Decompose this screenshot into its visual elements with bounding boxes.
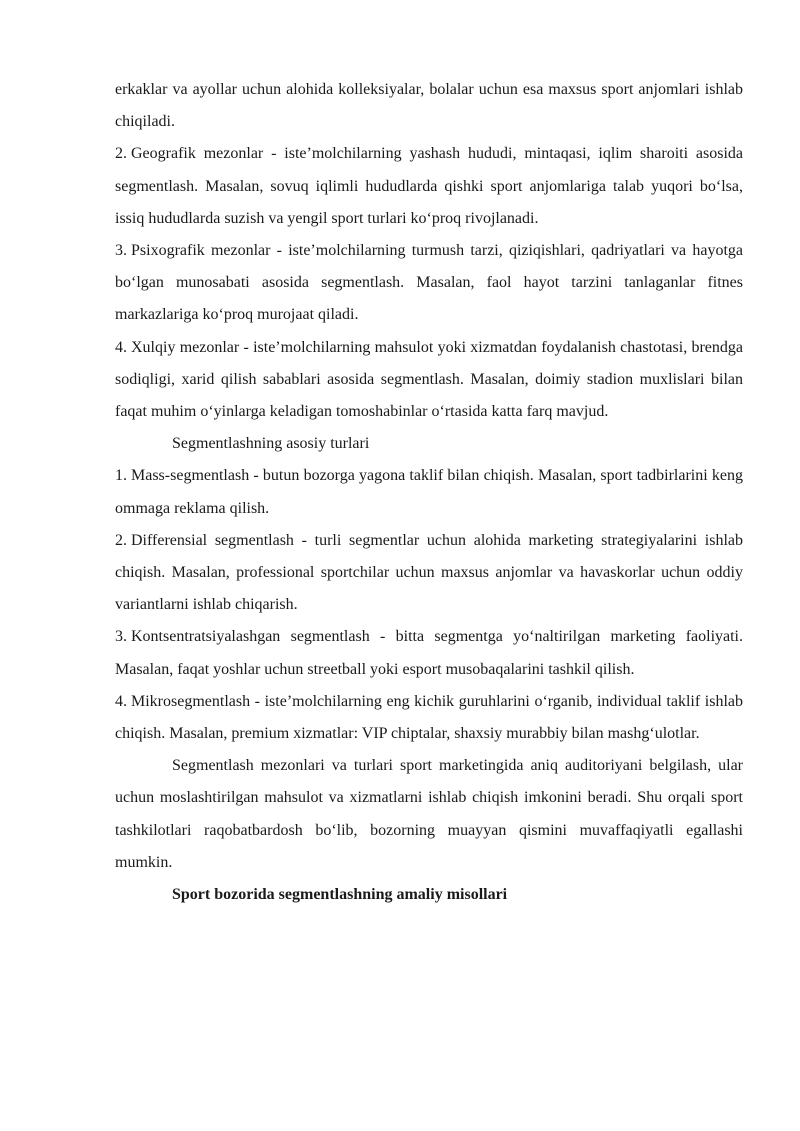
paragraph-continuation (115, 74, 743, 138)
item-text: Kontsentratsiyalashgan segmentlash - bitta segmentga yo‘naltirilgan marketing faoliyati. Masalan, faqat yoshlar uchun streetball yoki esport musobaqalarini tashkil qilish. (115, 628, 743, 678)
criteria-item-psychographic (115, 235, 743, 332)
item-number: 4. (115, 692, 127, 710)
type-item-differential (115, 525, 743, 622)
type-item-mass (115, 460, 743, 524)
paragraph-text: erkaklar va ayollar uchun alohida kolleksiyalar, bolalar uchun esa maxsus sport anjomlari ishlab chiqiladi. (115, 81, 743, 131)
item-number: 3. (115, 628, 127, 646)
section-heading (115, 879, 743, 911)
item-number: 2. (115, 531, 127, 549)
item-text: Mikrosegmentlash - iste’molchilarning eng kichik guruhlarini o‘rganib, individual taklif ishlab chiqish. Masalan, premium xizmatlar: VIP chiptalar, shaxsiy murabbiy bilan mashg‘ulotlar. (115, 692, 743, 743)
document-page (115, 74, 743, 911)
item-text: Differensial segmentlash - turli segmentlar uchun alohida marketing strategiyalarini ishlab chiqish. Masalan, professional sportchilar uchun maxsus anjomlar va havaskorlar uchun oddiy variantlarni ishlab chiqarish. (115, 531, 743, 614)
criteria-item-geographic (115, 138, 743, 235)
item-number: 3. (115, 242, 127, 260)
item-text: Mass-segmentlash - butun bozorga yagona taklif bilan chiqish. Masalan, sport tadbirlarini keng ommaga reklama qilish. (115, 467, 743, 517)
item-number: 2. (115, 145, 127, 163)
type-item-micro (115, 686, 743, 750)
type-item-concentrated (115, 621, 743, 685)
item-text: Psixografik mezonlar - iste’molchilarning turmush tarzi, qiziqishlari, qadriyatlari va hayotga bo‘lgan munosabati asosida segmentlash. Masalan, faol hayot tarzini tanlaganlar fitnes markazlariga ko‘proq murojaat qiladi. (115, 242, 743, 324)
item-number: 1. (115, 467, 127, 485)
subtitle-text: Segmentlashning asosiy turlari (172, 435, 370, 453)
section-subtitle (115, 428, 743, 460)
item-text: Geografik mezonlar - iste’molchilarning yashash hududi, mintaqasi, iqlim sharoiti asosida segmentlash. Masalan, sovuq iqlimli hududlarda qishki sport anjomlariga talab yuqori bo‘lsa, issiq hududlarda suzish va yengil sport turlari ko‘proq rivojlanadi. (115, 145, 743, 227)
heading-text: Sport bozorida segmentlashning amaliy misollari (172, 886, 508, 904)
summary-paragraph (115, 750, 743, 879)
item-number: 4. (115, 338, 127, 356)
paragraph-text: Segmentlash mezonlari va turlari sport marketingida aniq auditoriyani belgilash, ular uchun moslashtirilgan mahsulot va xizmatlarni ishlab chiqish imkonini beradi. Shu orqali sport tashkilotlari raqobatbardosh bo‘lib, bozorning muayyan qismini muvaffaqiyatli egallashi mumkin. (115, 757, 743, 871)
item-text: Xulqiy mezonlar - iste’molchilarning mahsulot yoki xizmatdan foydalanish chastotasi, brendga sodiqligi, xarid qilish sabablari asosida segmentlash. Masalan, doimiy stadion muxlislari bilan faqat muhim o‘yinlarga keladigan tomoshabinlar o‘rtasida katta farq mavjud. (115, 338, 743, 421)
criteria-item-behavioral (115, 332, 743, 429)
